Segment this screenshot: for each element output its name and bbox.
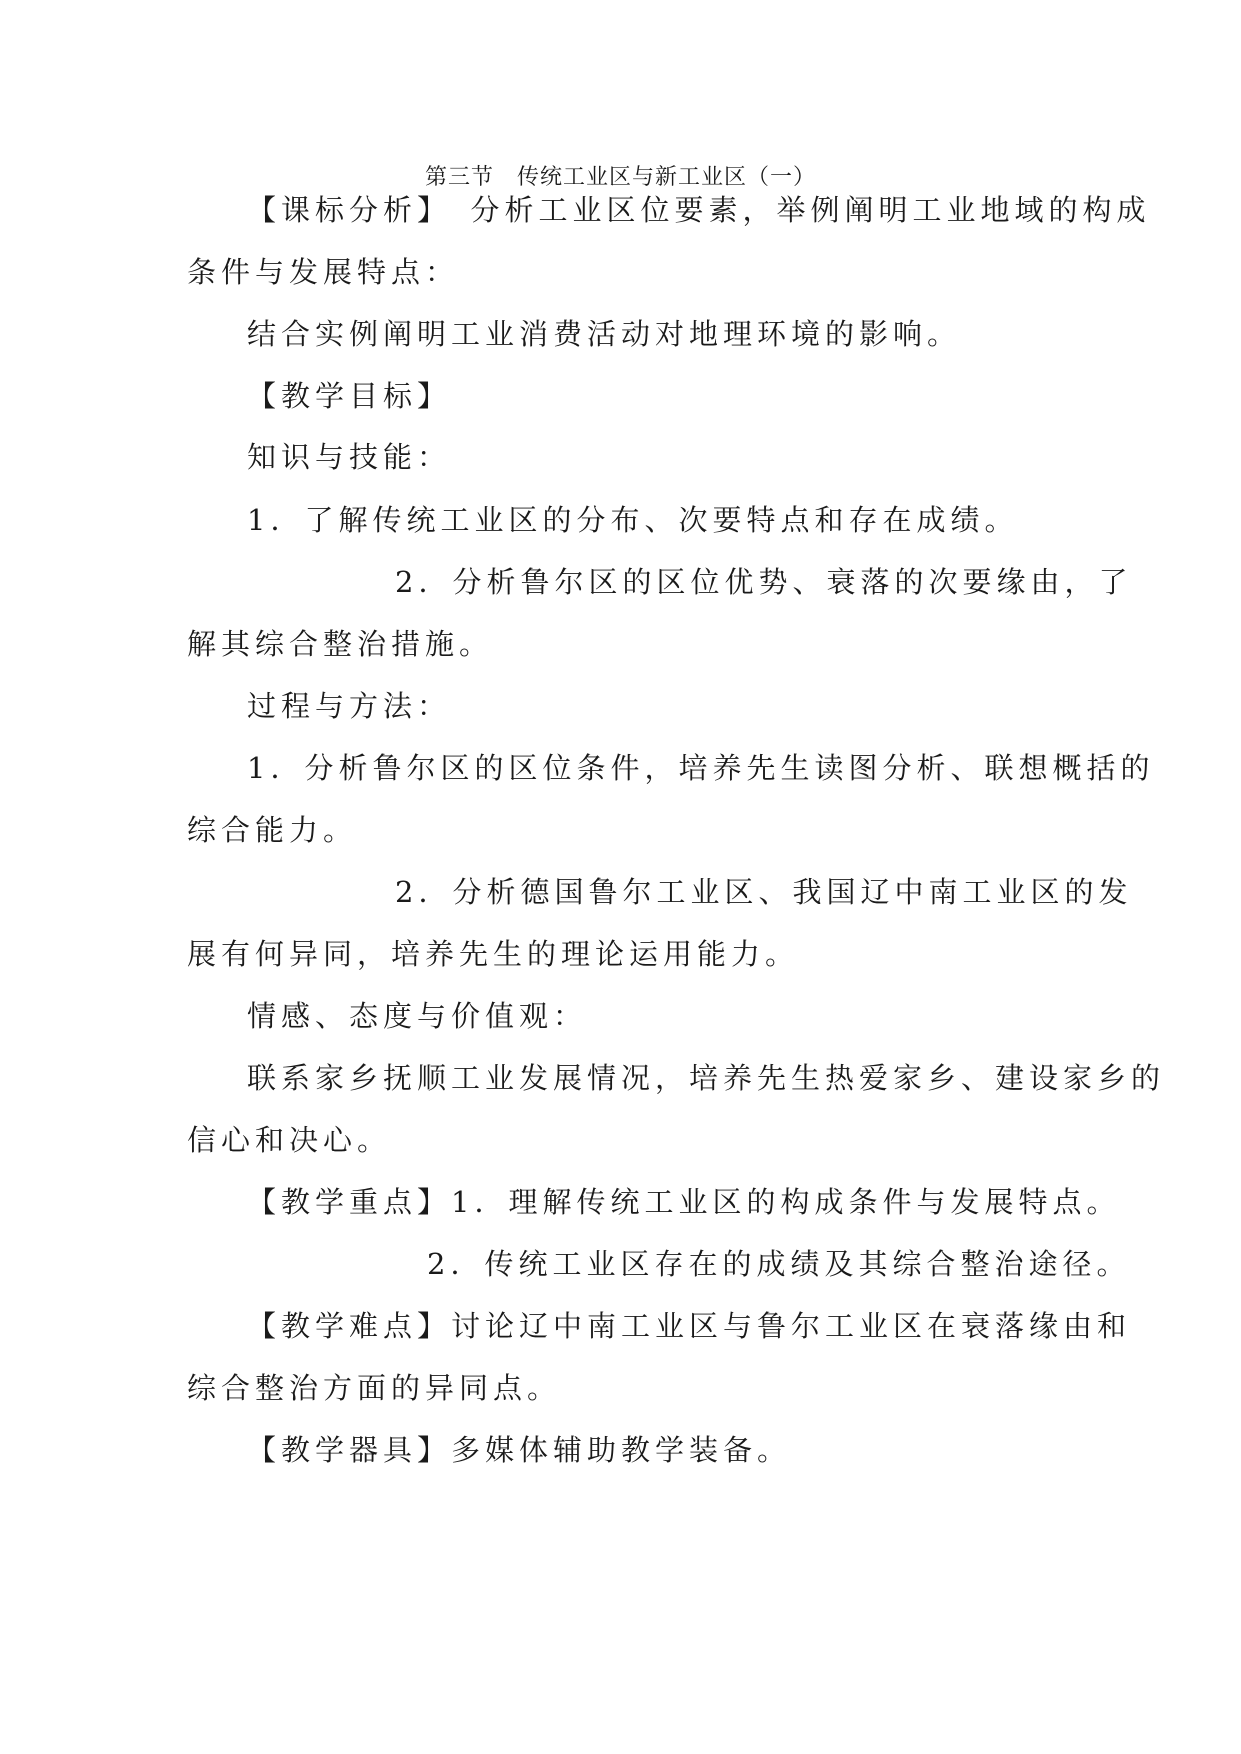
teaching-equipment-line: 【教学器具】多媒体辅助教学装备。 <box>247 1433 792 1467</box>
teaching-key-points-line-1: 【教学重点】1．理解传统工业区的构成条件与发展特点。 <box>247 1185 1121 1219</box>
process-item-2-line-2: 展有何异同，培养先生的理论运用能力。 <box>187 937 800 971</box>
course-standard-analysis-line-1: 【课标分析】 分析工业区位要素，举例阐明工业地域的构成 <box>247 193 1151 227</box>
teaching-objectives-heading: 【教学目标】 <box>247 379 452 413</box>
course-standard-analysis-line-2: 条件与发展特点： <box>187 255 460 289</box>
knowledge-item-2-line-1: 2．分析鲁尔区的区位优势、衰落的次要缘由，了 <box>395 565 1133 599</box>
teaching-key-points-line-2: 2．传统工业区存在的成绩及其综合整治途径。 <box>427 1247 1131 1281</box>
knowledge-item-1: 1．了解传统工业区的分布、次要特点和存在成绩。 <box>247 503 1019 537</box>
course-standard-analysis-line-3: 结合实例阐明工业消费活动对地理环境的影响。 <box>247 317 962 351</box>
attitude-values-heading: 情感、态度与价值观： <box>247 999 588 1033</box>
process-item-1-line-1: 1．分析鲁尔区的区位条件，培养先生读图分析、联想概括的 <box>247 751 1155 785</box>
knowledge-skills-heading: 知识与技能： <box>247 440 452 474</box>
process-item-1-line-2: 综合能力。 <box>187 813 358 847</box>
process-method-heading: 过程与方法： <box>247 689 452 723</box>
process-item-2-line-1: 2．分析德国鲁尔工业区、我国辽中南工业区的发 <box>395 875 1133 909</box>
section-title: 第三节 传统工业区与新工业区（一） <box>424 165 816 190</box>
teaching-difficulties-line-2: 综合整治方面的异同点。 <box>187 1371 562 1405</box>
knowledge-item-2-line-2: 解其综合整治措施。 <box>187 627 494 661</box>
attitude-values-line-2: 信心和决心。 <box>187 1123 392 1157</box>
teaching-difficulties-line-1: 【教学难点】讨论辽中南工业区与鲁尔工业区在衰落缘由和 <box>247 1309 1132 1343</box>
attitude-values-line-1: 联系家乡抚顺工业发展情况，培养先生热爱家乡、建设家乡的 <box>247 1061 1166 1095</box>
